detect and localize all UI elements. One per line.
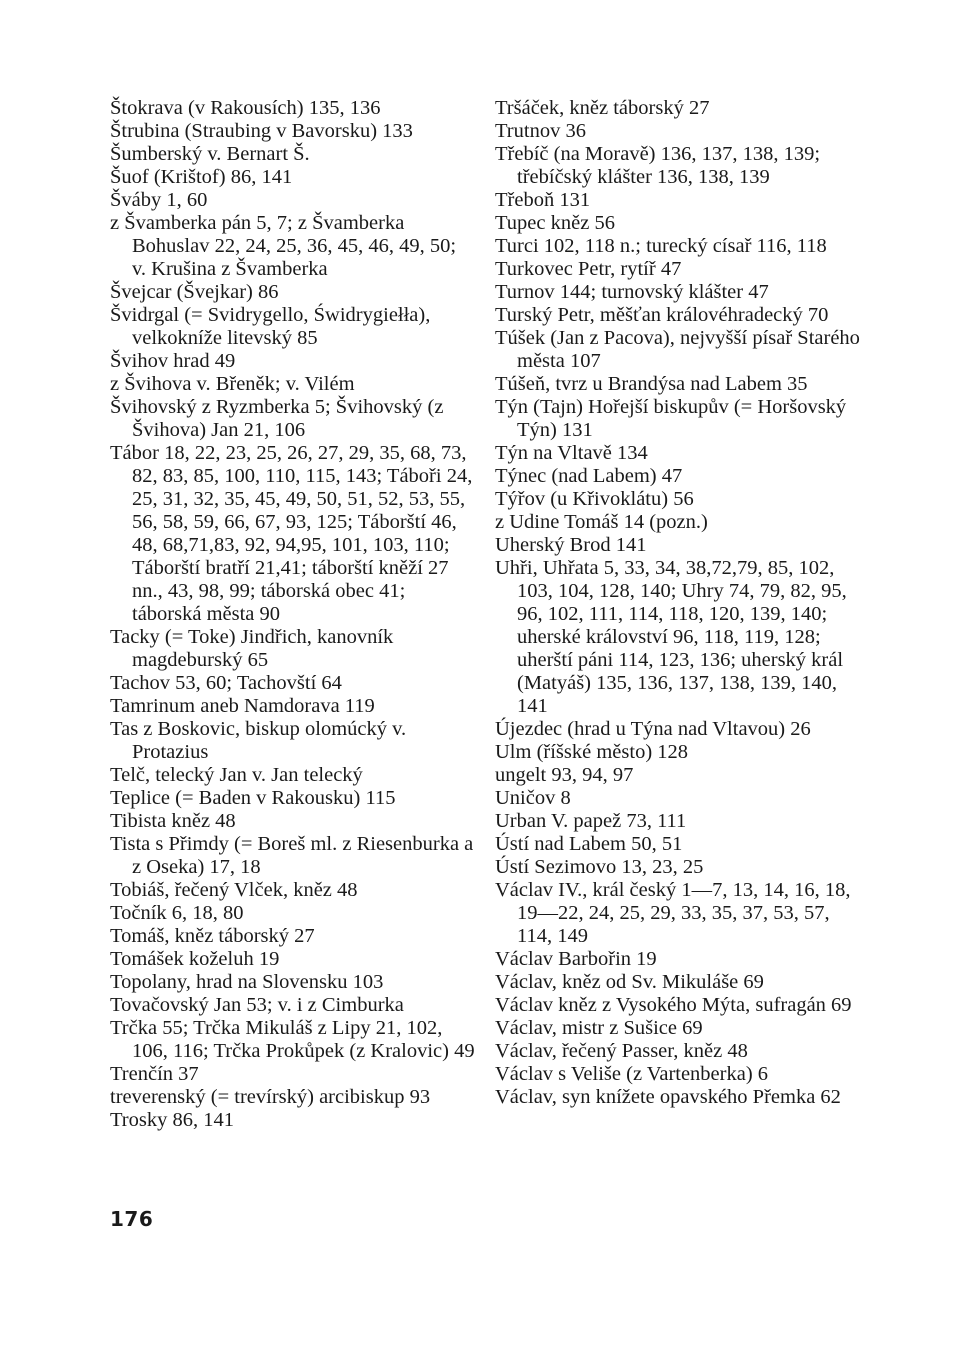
index-entry: Turský Petr, měšťan královéhradecký 70 xyxy=(495,304,829,326)
index-entry: Třebíč (na Moravě) 136, 137, 138, 139; třebíčský klášter 136, 138, 139 xyxy=(495,143,821,188)
index-entry: Švihovský z Ryzmberka 5; Švihovský (z Švihova) Jan 21, 106 xyxy=(110,396,444,441)
index-entry: Túšeň, tvrz u Brandýsa nad Labem 35 xyxy=(495,373,808,395)
index-entry: z Udine Tomáš 14 (pozn.) xyxy=(495,511,708,533)
index-entry: Švihov hrad 49 xyxy=(110,350,236,372)
page-number: 176 xyxy=(110,1207,154,1231)
index-entry: Tachov 53, 60; Tachovští 64 xyxy=(110,672,342,694)
index-entry: Ústí nad Labem 50, 51 xyxy=(495,833,683,855)
index-entry: Týn na Vltavě 134 xyxy=(495,442,648,464)
index-entry: Štokrava (v Rakousích) 135, 136 xyxy=(110,97,381,119)
index-entry: Václav IV., král český 1—7, 13, 14, 16, 18, 19—22, 24, 25, 29, 33, 35, 37, 53, 57, 114, 149 xyxy=(495,879,851,947)
index-entry: Václav, řečený Passer, kněz 48 xyxy=(495,1040,748,1062)
index-entry: Václav, mistr z Sušice 69 xyxy=(495,1017,703,1039)
index-entry: z Švamberka pán 5, 7; z Švamberka Bohuslav 22, 24, 25, 36, 45, 46, 49, 50; v. Krušina z Švamberka xyxy=(110,212,457,280)
index-entry: Túšek (Jan z Pacova), nejvyšší písař Starého města 107 xyxy=(495,327,860,372)
index-entry: Turnov 144; turnovský klášter 47 xyxy=(495,281,769,303)
index-entry: Trosky 86, 141 xyxy=(110,1109,234,1131)
index-entry: Štrubina (Straubing v Bavorsku) 133 xyxy=(110,120,413,142)
index-entry: Telč, telecký Jan v. Jan telecký xyxy=(110,764,363,786)
index-entry: Uničov 8 xyxy=(495,787,571,809)
index-entry: Ústí Sezimovo 13, 23, 25 xyxy=(495,856,704,878)
index-entry: Týnec (nad Labem) 47 xyxy=(495,465,683,487)
index-entry: Šumberský v. Bernart Š. xyxy=(110,143,310,165)
index-entry: Týřov (u Křivoklátu) 56 xyxy=(495,488,694,510)
index-entry: Turci 102, 118 n.; turecký císař 116, 118 xyxy=(495,235,827,257)
index-entry: Trutnov 36 xyxy=(495,120,586,142)
index-entry: treverenský (= trevírský) arcibiskup 93 xyxy=(110,1086,431,1108)
index-entry: Uherský Brod 141 xyxy=(495,534,647,556)
index-entry: Tupec kněz 56 xyxy=(495,212,615,234)
index-entry: Ulm (říšské město) 128 xyxy=(495,741,689,763)
index-column-left xyxy=(110,97,475,1132)
index-entry: Tomášek koželuh 19 xyxy=(110,948,280,970)
index-entry: Tista s Přimdy (= Boreš ml. z Riesenburka a z Oseka) 17, 18 xyxy=(110,833,474,878)
index-entry: ungelt 93, 94, 97 xyxy=(495,764,634,786)
index-entry: Tovačovský Jan 53; v. i z Cimburka xyxy=(110,994,404,1016)
index-entry: Tobiáš, řečený Vlček, kněz 48 xyxy=(110,879,358,901)
index-entry: Topolany, hrad na Slovensku 103 xyxy=(110,971,384,993)
index-entry: Šuof (Krištof) 86, 141 xyxy=(110,166,293,188)
index-entry: Tibista kněz 48 xyxy=(110,810,236,832)
index-entry: Točník 6, 18, 80 xyxy=(110,902,244,924)
index-entry: Trčka 55; Trčka Mikuláš z Lipy 21, 102, 106, 116; Trčka Prokůpek (z Kralovic) 49 xyxy=(110,1017,475,1062)
index-entry: Třeboň 131 xyxy=(495,189,591,211)
index-entry: Václav kněz z Vysokého Mýta, sufragán 69 xyxy=(495,994,852,1016)
index-entry: Újezdec (hrad u Týna nad Vltavou) 26 xyxy=(495,718,811,740)
index-entry: Tas z Boskovic, biskup olomúcký v. Protazius xyxy=(110,718,407,763)
index-entry: Tomáš, kněz táborský 27 xyxy=(110,925,315,947)
index-entry: Týn (Tajn) Hořejší biskupův (= Horšovský Týn) 131 xyxy=(495,396,847,441)
index-entry: Teplice (= Baden v Rakousku) 115 xyxy=(110,787,396,809)
index-entry: Václav, syn knížete opavského Přemka 62 xyxy=(495,1086,841,1108)
index-entry: Tamrinum aneb Namdorava 119 xyxy=(110,695,375,717)
index-column-right xyxy=(495,97,860,1109)
index-entry: Urban V. papež 73, 111 xyxy=(495,810,687,832)
index-entry: Tacky (= Toke) Jindřich, kanovník magdeburský 65 xyxy=(110,626,394,671)
index-entry: Turkovec Petr, rytíř 47 xyxy=(495,258,682,280)
index-entry: Trenčín 37 xyxy=(110,1063,199,1085)
index-entry: Uhři, Uhřata 5, 33, 34, 38,72,79, 85, 102, 103, 104, 128, 140; Uhry 74, 79, 82, 95, 96, 102, 111, 114, 118, 120, 139, 140; uherské království 96, 118, 119, 128; uherští páni 114, 123, 136; uherský král (Matyáš) 135, 136, 137, 138, 139, 140, 141 xyxy=(495,557,847,717)
index-entry: Tábor 18, 22, 23, 25, 26, 27, 29, 35, 68, 73, 82, 83, 85, 100, 110, 115, 143; Táboři 24, 25, 31, 32, 35, 45, 49, 50, 51, 52, 53, 55, 56, 58, 59, 66, 67, 93, 125; Táborští 46, 48, 68,71,83, 92, 94,95, 101, 103, 110; Táborští bratří 21,41; táborští kněží 27 nn., 43, 98, 99; táborská obec 41; táborská města 90 xyxy=(110,442,473,625)
index-entry: Václav Barbořin 19 xyxy=(495,948,657,970)
index-entry: Václav, kněz od Sv. Mikuláše 69 xyxy=(495,971,764,993)
index-entry: Tršáček, kněz táborský 27 xyxy=(495,97,710,119)
index-entry: z Švihova v. Břeněk; v. Vilém xyxy=(110,373,355,395)
index-entry: Václav s Veliše (z Vartenberka) 6 xyxy=(495,1063,769,1085)
index-entry: Švejcar (Švejkar) 86 xyxy=(110,281,279,303)
index-entry: Šváby 1, 60 xyxy=(110,189,208,211)
index-entry: Švidrgal (= Svidrygello, Świdrygiełła), velkokníže litevský 85 xyxy=(110,304,431,349)
